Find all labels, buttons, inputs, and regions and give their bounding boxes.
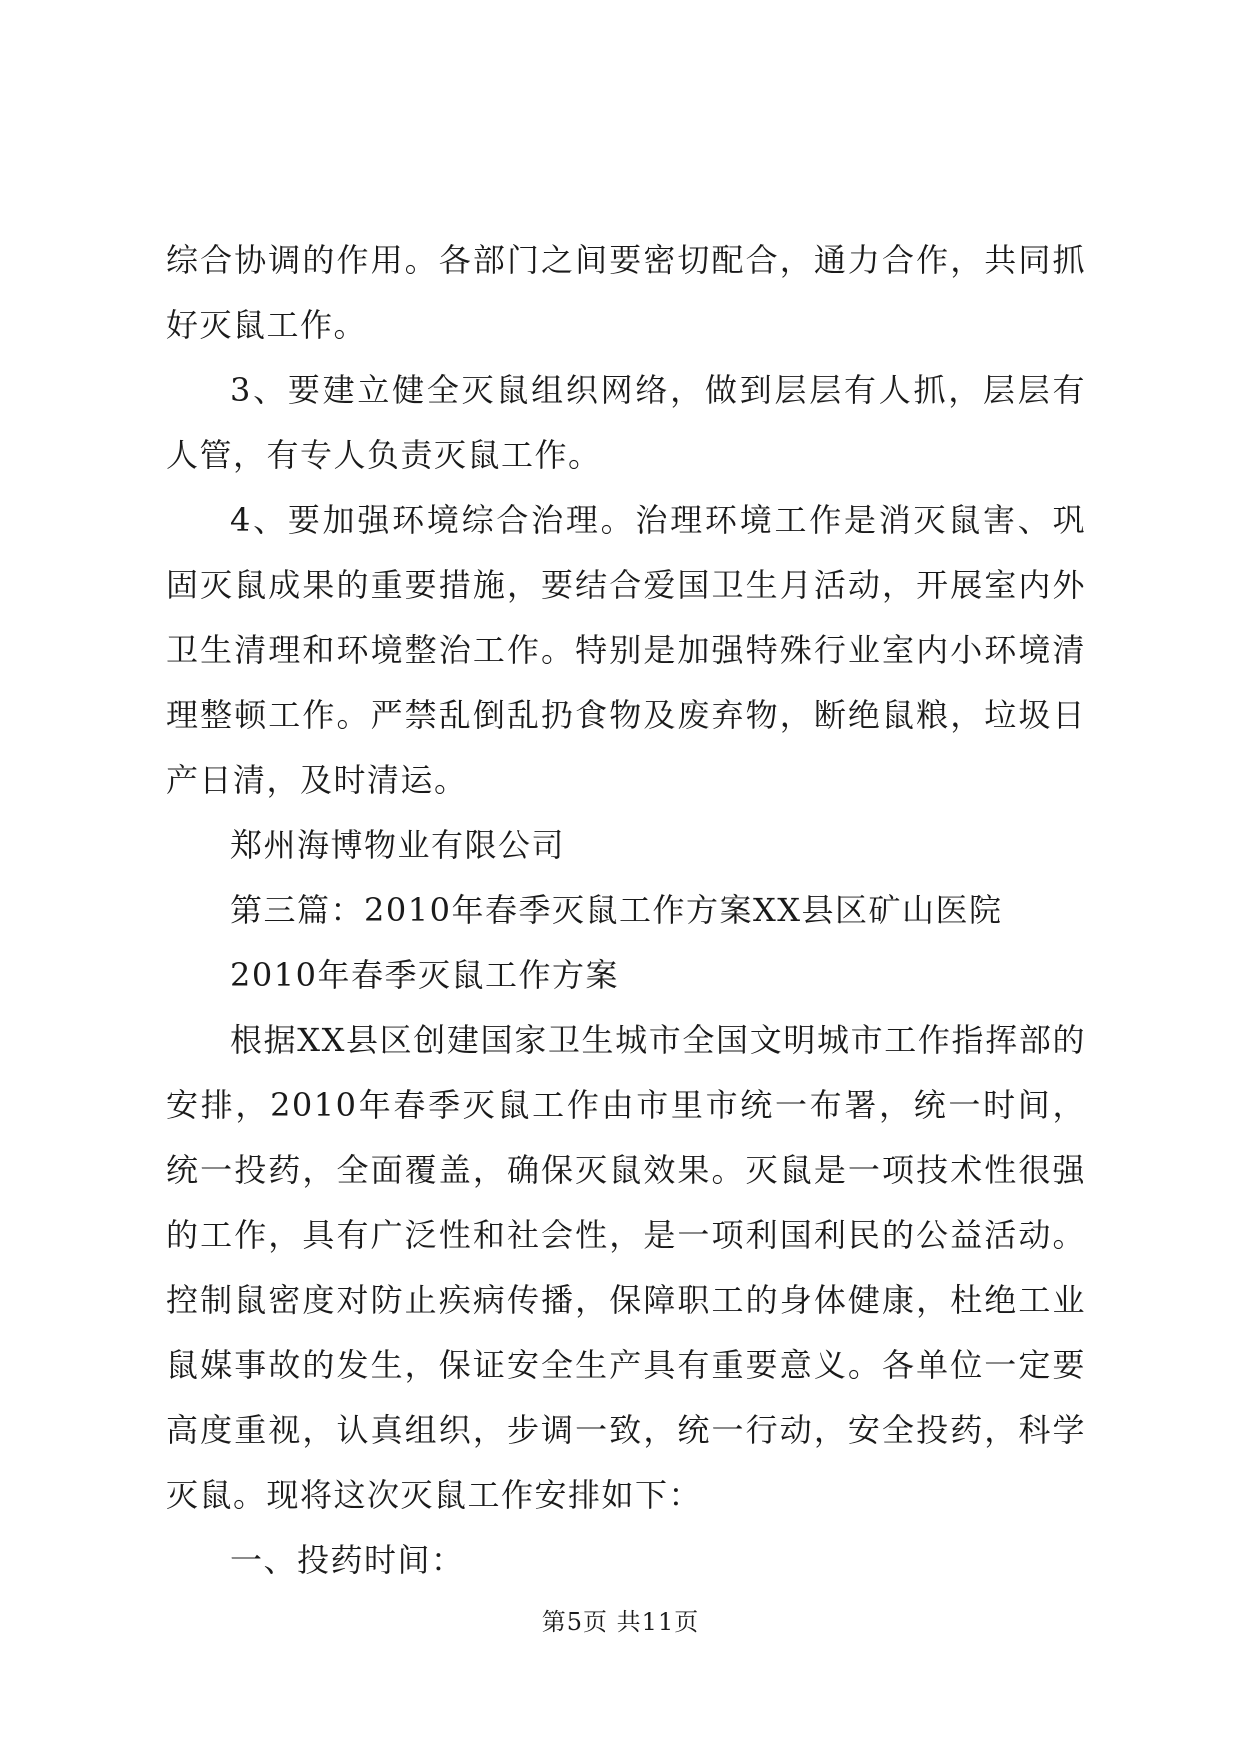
- item-heading: 一、投药时间：: [230, 1541, 465, 1579]
- paragraph-3: 4、要加强环境综合治理。治理环境工作是消灭鼠害、巩固灭鼠成果的重要措施，要结合爱国卫生月活动，开展室内外卫生清理和环境整治工作。特别是加强特殊行业室内小环境清理整顿工作。严禁乱倒乱扔食物及废弃物，断绝鼠粮，垃圾日产日清，及时清运。: [166, 501, 1086, 799]
- paragraph-2: 3、要建立健全灭鼠组织网络，做到层层有人抓，层层有人管，有专人负责灭鼠工作。: [166, 371, 1086, 474]
- document-body: [166, 228, 1086, 1593]
- section-heading: 第三篇：2010年春季灭鼠工作方案XX县区矿山医院: [230, 891, 1003, 929]
- paragraph-1: 综合协调的作用。各部门之间要密切配合，通力合作，共同抓好灭鼠工作。: [166, 241, 1086, 344]
- page-number-footer: 第5页 共11页: [541, 1608, 700, 1636]
- plan-title: 2010年春季灭鼠工作方案: [230, 956, 619, 994]
- company-name: 郑州海博物业有限公司: [230, 826, 566, 864]
- paragraph-intro: 根据XX县区创建国家卫生城市全国文明城市工作指挥部的安排，2010年春季灭鼠工作由市里市统一布署，统一时间，统一投药，全面覆盖，确保灭鼠效果。灭鼠是一项技术性很强的工作，具有广泛性和社会性，是一项利国利民的公益活动。控制鼠密度对防止疾病传播，保障职工的身体健康，杜绝工业鼠媒事故的发生，保证安全生产具有重要意义。各单位一定要高度重视，认真组织，步调一致，统一行动，安全投药，科学灭鼠。现将这次灭鼠工作安排如下：: [166, 1021, 1086, 1514]
